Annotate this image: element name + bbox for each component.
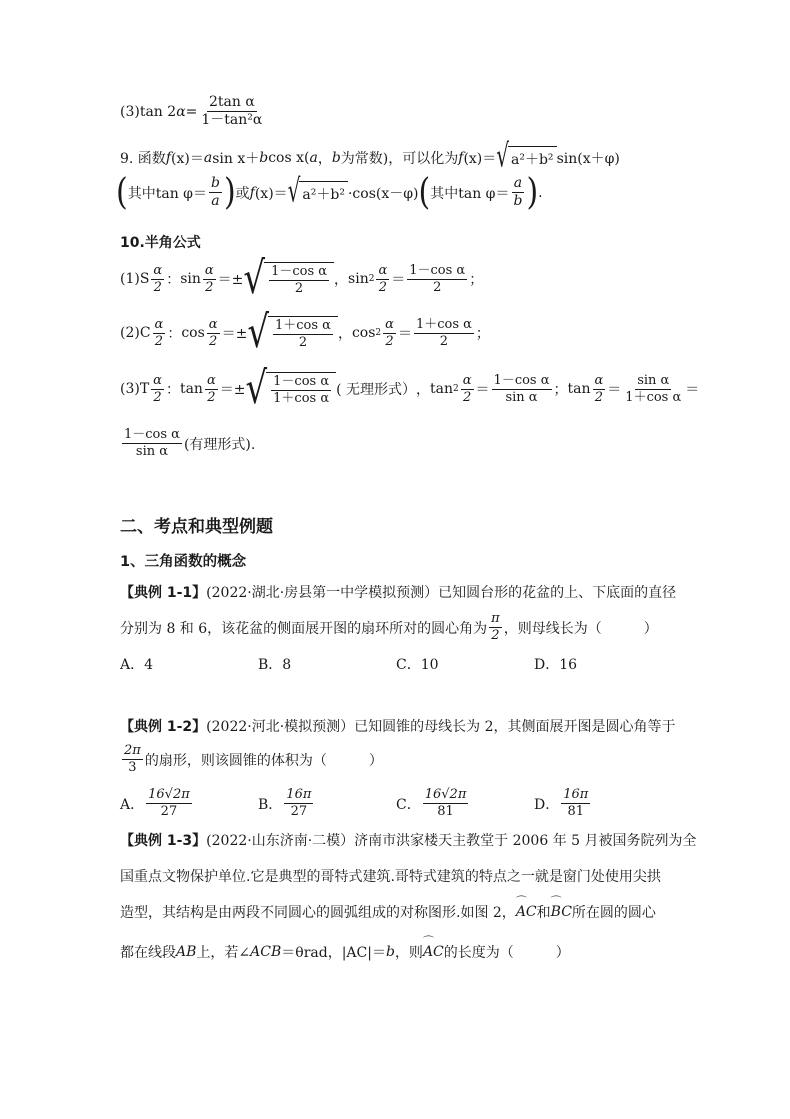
half-angle-tan-cont: [120, 428, 255, 460]
tan-double-fraction: [199, 95, 264, 129]
text: f: [458, 149, 464, 166]
alpha-over-2: [151, 374, 164, 406]
arc-ac: ⌒ AC: [516, 904, 537, 920]
denominator: 2: [153, 279, 162, 295]
text: sin x＋: [212, 150, 260, 167]
numerator: α: [151, 264, 164, 280]
sqrt-fraction: √ $\frac{\text{1－cos α}}{2}$: [243, 262, 334, 297]
numerator: α: [461, 374, 474, 390]
text: (2022·河北·模拟预测）已知圆锥的母线长为 2，其侧面展开图是圆心角等于: [206, 719, 676, 735]
fraction-a-over-b: [511, 176, 524, 210]
text: (2022·湖北·房县第一中学模拟预测）已知圆台形的花盆的上、下底面的直径: [206, 585, 677, 601]
text: ；: [475, 326, 490, 343]
denominator: 1＋cos α: [273, 391, 330, 407]
tan-double-angle-formula: [120, 95, 266, 129]
text: ；: [553, 382, 568, 399]
denominator: b: [513, 193, 523, 210]
numerator: α: [376, 264, 389, 280]
choice-a[interactable]: [120, 788, 194, 820]
arc-bc: ⌒ BC: [551, 904, 572, 920]
example-1-1-line1: [120, 582, 676, 602]
text: ，则母线长为（ ）: [503, 620, 658, 637]
text: tan: [179, 381, 203, 398]
segment-ab: AB: [176, 944, 197, 960]
fraction: [284, 788, 313, 820]
alpha-over-2: [205, 374, 218, 406]
denominator: 3: [128, 760, 137, 776]
half-angle-title: 10.半角公式: [120, 235, 201, 251]
numerator: sin α: [635, 374, 671, 390]
fraction: [414, 318, 474, 350]
numerator: 16√2π: [146, 788, 192, 804]
fraction: [623, 374, 683, 406]
text: (x)＝: [254, 185, 288, 202]
label: (1)S: [120, 271, 150, 288]
alpha-over-2: [461, 374, 474, 406]
abs-ac: |AC|＝: [341, 945, 386, 961]
text: ·cos(x－φ): [347, 185, 419, 202]
choice-d[interactable]: [534, 788, 592, 820]
text: f: [165, 149, 171, 166]
text: cos: [351, 325, 376, 342]
subsection-title: 1、三角函数的概念: [120, 554, 247, 570]
text: ＝: [607, 382, 622, 399]
text: sin(x＋φ): [556, 150, 620, 167]
text: f: [249, 184, 255, 201]
numerator: α: [207, 318, 220, 334]
text: (x)＝: [463, 150, 497, 167]
denominator: 1－tan²α: [201, 112, 263, 129]
text: (x)＝: [171, 150, 204, 167]
denominator: 27: [290, 804, 308, 820]
text: ，: [334, 272, 349, 289]
text: ＝θrad，: [281, 945, 342, 961]
denominator: 2: [378, 279, 387, 295]
denominator: 2: [205, 279, 214, 295]
denominator: 2: [294, 281, 304, 297]
numerator: α: [383, 318, 396, 334]
label: (2)C: [120, 325, 151, 342]
text: sin: [348, 271, 369, 288]
alpha-over-2: [151, 264, 164, 296]
denominator: 2: [433, 279, 442, 295]
text: 的扇形，则该圆锥的体积为（ ）: [144, 752, 383, 769]
denominator: 2: [154, 333, 164, 349]
denominator: 2: [594, 389, 604, 405]
numerator: a: [512, 176, 524, 193]
numerator: 1－cos α: [407, 264, 467, 280]
fraction: [407, 264, 467, 296]
radicand: a²＋b²: [299, 181, 348, 204]
text: ＝±: [217, 272, 244, 289]
numerator: π: [489, 612, 502, 628]
alpha-over-2: [153, 318, 166, 350]
alpha-over-2: [203, 264, 216, 296]
numerator: 16√2π: [423, 788, 469, 804]
text: 其中tan φ＝: [430, 185, 510, 202]
example-1-1-line2: [120, 612, 658, 644]
text: tan: [567, 381, 591, 398]
text: ( 无理形式）: [336, 382, 417, 399]
denominator: 27: [160, 804, 178, 820]
fraction: [269, 265, 329, 297]
numerator: 1－cos α: [269, 265, 329, 281]
denominator: 2: [209, 333, 218, 349]
text: b: [331, 149, 341, 166]
numerator: 2tan α: [207, 95, 257, 112]
example-tag: 【典例 1-2】: [120, 719, 207, 735]
denominator: 2: [463, 389, 472, 405]
text: ，则: [394, 945, 423, 961]
numerator: 1＋cos α: [414, 318, 474, 334]
alpha-over-2: [207, 318, 220, 350]
text: 9. 函数: [120, 150, 166, 167]
denominator: 81: [437, 804, 454, 820]
text: 造型，其结构是由两段不同圆心的圆弧组成的对称图形.如图 2，: [120, 905, 516, 921]
text: (2022·山东济南·二模）济南市洪家楼天主教堂于 2006 年 5 月被国务院列为全: [206, 833, 697, 849]
text: a: [309, 149, 318, 166]
var-b: b: [385, 944, 395, 960]
alpha-over-2: [383, 318, 396, 350]
example-1-3-line4: [120, 942, 570, 962]
text: ＝: [391, 272, 406, 289]
choice-a[interactable]: A．4: [120, 657, 154, 673]
text: 或: [235, 185, 250, 202]
example-tag: 【典例 1-1】: [120, 585, 207, 601]
fraction: [271, 375, 331, 407]
denominator: 1＋cos α: [625, 389, 682, 405]
example-1-3-line2: 国重点文物保护单位.它是典型的哥特式建筑.哥特式建筑的特点之一就是窗门处使用尖拱: [120, 869, 661, 885]
label: A．: [120, 796, 145, 813]
fraction: [122, 428, 182, 460]
text: b: [259, 149, 269, 166]
numerator: 1＋cos α: [273, 319, 333, 335]
fraction: [492, 374, 552, 406]
label: C．: [396, 796, 421, 813]
text: .: [538, 184, 543, 201]
example-1-3-line1: [120, 830, 697, 850]
radicand: a²＋b²: [508, 146, 557, 169]
example-1-2-line2: [120, 744, 383, 776]
choice-c[interactable]: [396, 788, 470, 820]
text: 都在线段: [120, 945, 176, 961]
text: tan: [430, 381, 454, 398]
fraction: [423, 788, 469, 820]
denominator: 2: [491, 628, 500, 644]
numerator: b: [209, 176, 222, 193]
sqrt-fraction: √ $\frac{\text{1－cos α}}{\text{1＋cos α}}$: [245, 372, 336, 407]
label: D．: [534, 796, 560, 813]
text: ＝: [397, 326, 412, 343]
text: ＝±: [219, 382, 246, 399]
example-1-3-line3: [120, 902, 656, 922]
text: ，: [317, 150, 332, 167]
fraction: [273, 319, 333, 351]
choice-d[interactable]: D．16: [534, 657, 578, 673]
equals: =: [185, 103, 198, 120]
numerator: 1－cos α: [122, 428, 182, 444]
text: (有理形式).: [183, 436, 256, 453]
alpha-over-2: [376, 264, 389, 296]
denominator: 2: [153, 389, 162, 405]
text: ；: [469, 272, 484, 289]
example-tag: 【典例 1-3】: [120, 833, 207, 849]
text: 所在圆的圆心: [571, 905, 656, 921]
fraction: [561, 788, 590, 820]
text: ，: [337, 326, 352, 343]
denominator: a: [211, 193, 220, 210]
half-angle-cos: (2)C $\frac{\alpha}{2}$ ： cos $\frac{\alpha}{2}$ ＝± √ $\frac{\text{1＋cos α}}{2}$ ， cos 2 $\frac{\alpha}{2}$ ＝ $\frac{\text{1＋cos α}}{2}$ ；: [120, 306, 490, 359]
arc-ac: ⌒ AC: [423, 944, 444, 960]
alpha-symbol: α: [176, 103, 186, 120]
numerator: α: [151, 374, 164, 390]
text: a: [203, 149, 213, 166]
text: ＝: [475, 382, 490, 399]
text: ，: [416, 382, 431, 399]
choice-b[interactable]: [258, 788, 315, 820]
text: ＝: [685, 382, 700, 399]
two-pi-over-3: [122, 744, 143, 776]
numerator: 1－cos α: [492, 374, 552, 390]
pi-over-2: [489, 612, 502, 644]
denominator: 2: [439, 333, 449, 349]
example-1-2-line1: [120, 716, 676, 736]
denominator: sin α: [505, 389, 538, 405]
item-9-line2: ( 其中tan φ＝ $\frac{b}{a}$ ) 或 f (x)＝ √ a²＋b² ·cos(x－φ) ( 其中tan φ＝ $\frac{a}{b}$ ) .: [116, 171, 543, 214]
half-angle-tan: (3)T $\frac{\alpha}{2}$ ： tan $\frac{\alpha}{2}$ ＝± √ $\frac{\text{1－cos α}}{\text{1＋cos α}}$ ( 无理形式） ， tan 2 $\frac{\alpha}{2}$ ＝ $\frac{\text{1－cos α}}{\text{sin α}}$ ； tan $\frac{\alpha}{2}$ ＝ $\frac{\text{sin α}}{\text{1＋cos α}}$ ＝: [120, 362, 700, 415]
text: sin: [180, 271, 201, 288]
text: ＝±: [221, 326, 248, 343]
angle-acb: ACB: [250, 944, 282, 960]
text: cos: [181, 325, 205, 342]
formula-label: (3)tan 2: [120, 103, 177, 120]
label: B．: [258, 796, 283, 813]
text: 为常数)，可以化为: [340, 150, 459, 167]
sqrt-fraction: √ $\frac{\text{1＋cos α}}{2}$: [247, 316, 338, 351]
numerator: 2π: [122, 744, 143, 760]
numerator: 16π: [561, 788, 590, 804]
denominator: 2: [298, 335, 308, 351]
alpha-over-2: [593, 374, 606, 406]
text: 分别为 8 和 6，该花盆的侧面展开图的扇环所对的圆心角为: [120, 620, 488, 637]
choice-c[interactable]: C．10: [396, 657, 439, 673]
text: cos x(: [268, 149, 310, 166]
numerator: 1－cos α: [271, 375, 331, 391]
text: 其中tan φ＝: [127, 185, 207, 202]
sqrt-ab: √ a²＋b²: [496, 146, 556, 169]
numerator: α: [205, 374, 218, 390]
fraction-b-over-a: [209, 176, 222, 210]
item-9-line1: [120, 135, 620, 175]
text: 的长度为（ ）: [443, 945, 570, 961]
denominator: sin α: [135, 444, 169, 460]
half-angle-sin: (1)S $\frac{\alpha}{2}$ ： sin $\frac{\alpha}{2}$ ＝± √ $\frac{\text{1－cos α}}{2}$ ， sin 2 $\frac{\alpha}{2}$ ＝ $\frac{\text{1－cos α}}{2}$ ；: [120, 252, 484, 305]
text: 上，若∠: [196, 945, 251, 961]
denominator: 81: [567, 804, 585, 820]
label: (3)T: [120, 381, 150, 398]
denominator: 2: [385, 333, 394, 349]
fraction: [146, 788, 192, 820]
sqrt-ab-2: √ a²＋b²: [288, 181, 348, 204]
text: 和: [536, 905, 551, 921]
numerator: α: [593, 374, 606, 390]
numerator: α: [203, 264, 216, 280]
numerator: α: [153, 318, 166, 334]
choice-b[interactable]: B．8: [258, 657, 292, 673]
denominator: 2: [207, 389, 216, 405]
numerator: 16π: [284, 788, 313, 804]
section-title: 二、考点和典型例题: [120, 517, 273, 537]
